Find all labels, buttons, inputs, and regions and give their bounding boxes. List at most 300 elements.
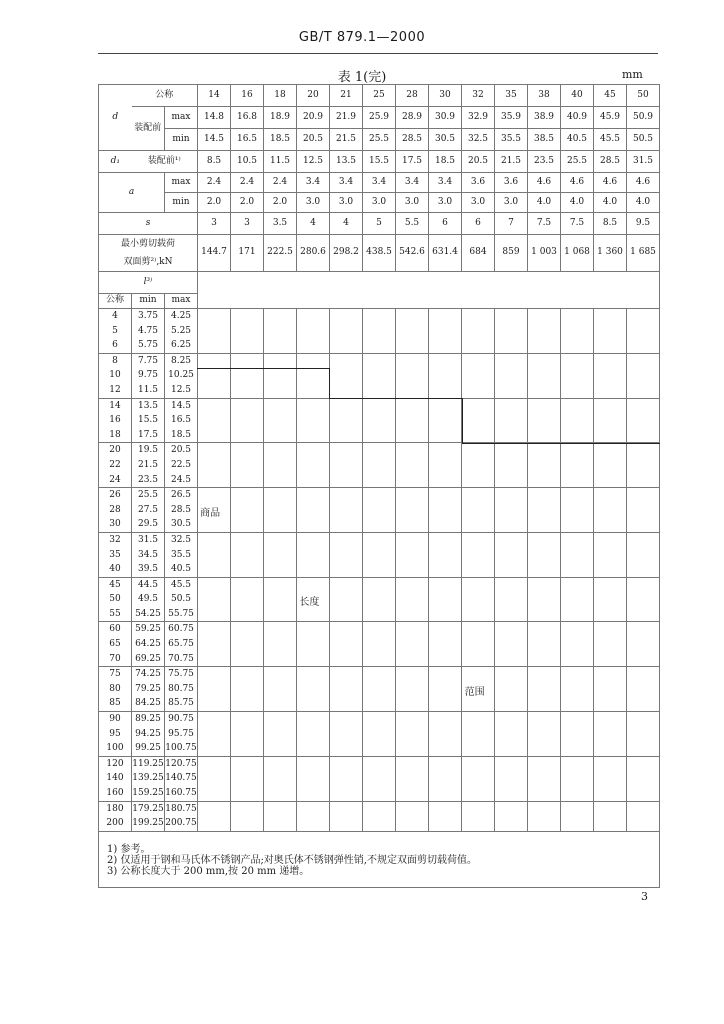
length-max-cell [165,622,198,667]
length-range-cell [264,443,297,488]
d-max-cell: 21.9 [330,107,363,129]
length-range-cell [330,712,363,757]
length-range-cell [264,801,297,831]
d-min-cell: 28.5 [396,129,429,151]
length-range-cell [462,577,495,622]
a-min-cell: 4.0 [528,193,561,213]
a-max-cell: 4.6 [594,173,627,193]
length-range-cell [264,622,297,667]
shear-load-cell: 298.2 [330,235,363,272]
length-range-cell [561,712,594,757]
length-nominal-value: 24 [109,474,121,485]
length-min-value: 21.5 [137,459,159,470]
length-range-cell [198,712,231,757]
header-rule [98,53,658,54]
length-min-cell [132,622,165,667]
range-boundary-line [197,368,329,369]
length-range-cell [396,622,429,667]
length-max-value: 45.5 [170,579,192,590]
length-nominal-cell [99,577,132,622]
length-range-cell [594,622,627,667]
nominal-d-cell: 18 [264,85,297,107]
length-range-cell [231,309,264,354]
length-nominal-cell [99,667,132,712]
l-nominal-header: 公称 [99,294,132,309]
shear-load-label-line1: 最小剪切载荷 [121,239,176,249]
length-max-value: 85.75 [168,698,194,709]
length-nominal-value: 160 [106,788,124,798]
length-nominal-value: 95 [109,728,121,739]
length-range-cell [495,712,528,757]
length-range-cell [462,309,495,354]
d-max-cell: 35.9 [495,107,528,129]
nominal-d-cell: 35 [495,85,528,107]
region-label-range: 范围 [464,686,485,698]
length-max-value: 50.5 [170,594,192,605]
length-range-cell [561,801,594,831]
length-range-cell [297,756,330,801]
d1-cell: 23.5 [528,151,561,173]
length-range-cell [462,398,495,443]
length-range-cell [297,712,330,757]
d-min-cell: 21.5 [330,129,363,151]
length-max-cell [165,667,198,712]
nominal-d-cell: 30 [429,85,462,107]
a-min-cell: 4.0 [627,193,660,213]
length-min-cell [132,667,165,712]
a-min-cell: 3.0 [363,193,396,213]
length-range-cell [561,756,594,801]
length-range-cell [330,353,363,398]
length-range-cell [363,398,396,443]
d1-cell: 15.5 [363,151,396,173]
nominal-d-cell: 16 [231,85,264,107]
length-range-cell [264,756,297,801]
length-range-cell [528,622,561,667]
length-min-value: 59.25 [135,624,161,635]
length-range-cell [495,398,528,443]
length-range-cell [495,532,528,577]
length-group-row [99,309,660,354]
shear-load-cell: 171 [231,235,264,272]
length-range-cell [330,443,363,488]
length-range-cell [396,712,429,757]
nominal-d-cell: 40 [561,85,594,107]
length-range-cell [396,488,429,533]
length-range-cell [627,577,660,622]
length-nominal-value: 8 [112,355,118,366]
length-range-cell [528,398,561,443]
d-max-cell: 14.8 [198,107,231,129]
length-nominal-value: 40 [109,564,121,575]
length-range-cell [462,712,495,757]
length-range-cell [528,577,561,622]
s-cell: 8.5 [594,213,627,235]
length-range-cell [429,353,462,398]
length-max-value: 40.5 [170,564,192,575]
length-range-cell [363,443,396,488]
length-range-cell [594,488,627,533]
a-label: a [99,173,165,213]
length-range-cell [594,801,627,831]
length-range-cell [528,667,561,712]
d-max-cell: 50.9 [627,107,660,129]
length-min-cell [132,712,165,757]
a-min-cell: 2.0 [198,193,231,213]
length-range-cell [264,667,297,712]
length-range-cell [594,577,627,622]
length-range-cell [363,801,396,831]
length-range-cell [528,488,561,533]
a-min-cell: 3.0 [330,193,363,213]
length-range-cell [495,667,528,712]
length-group-row [99,488,660,533]
s-cell: 5.5 [396,213,429,235]
length-min-value: 29.5 [137,519,159,530]
d1-cell: 20.5 [462,151,495,173]
nominal-d-cell: 50 [627,85,660,107]
shear-load-cell: 631.4 [429,235,462,272]
length-range-cell [231,353,264,398]
length-min-value: 11.5 [137,384,159,395]
d-min-row [99,129,660,151]
page-number: 3 [641,890,648,903]
length-max-value: 20.5 [170,445,192,456]
length-range-cell [231,712,264,757]
length-range-cell [330,756,363,801]
length-group-row [99,756,660,801]
length-range-cell [561,353,594,398]
length-range-cell [396,801,429,831]
length-range-cell [198,801,231,831]
length-group-row [99,443,660,488]
d-min-cell: 30.5 [429,129,462,151]
a-max-cell: 3.6 [495,173,528,193]
length-min-value: 5.75 [137,340,159,351]
length-max-value: 120.75 [165,758,197,769]
length-range-cell [462,443,495,488]
length-nominal-value: 200 [106,818,124,829]
length-range-cell [330,398,363,443]
before-assembly-label: 装配前 [132,107,165,151]
d-max-cell: 18.9 [264,107,297,129]
a-max-cell: 3.4 [429,173,462,193]
length-range-cell [198,756,231,801]
length-max-value: 26.5 [170,490,192,501]
length-range-cell [627,353,660,398]
length-group-row [99,398,660,443]
d-min-cell: 35.5 [495,129,528,151]
shear-load-cell: 859 [495,235,528,272]
d1-cell: 28.5 [594,151,627,173]
s-cell: 6 [462,213,495,235]
d-max-cell: 28.9 [396,107,429,129]
a-max-cell: 3.4 [297,173,330,193]
length-range-cell [495,488,528,533]
length-nominal-value: 30 [109,519,121,530]
length-range-cell [396,667,429,712]
length-min-value: 31.5 [137,534,159,545]
length-nominal-cell [99,756,132,801]
length-range-cell [429,712,462,757]
shear-load-cell: 1 360 [594,235,627,272]
length-range-cell [495,443,528,488]
length-range-cell [297,309,330,354]
length-nominal-value: 65 [109,639,121,650]
length-max-cell [165,398,198,443]
range-boundary-line [329,368,330,398]
d-min-cell: 14.5 [198,129,231,151]
length-range-cell [627,756,660,801]
length-min-value: 19.5 [137,445,159,456]
length-range-cell [429,398,462,443]
shear-load-cell: 542.6 [396,235,429,272]
length-min-value: 23.5 [137,474,159,485]
length-min-value: 4.75 [137,325,159,336]
length-nominal-cell [99,801,132,831]
length-nominal-value: 10 [109,370,121,381]
length-min-value: 49.5 [137,594,159,605]
d1-cell: 13.5 [330,151,363,173]
a-min-cell: 4.0 [594,193,627,213]
length-range-cell [627,667,660,712]
a-min-cell: 2.0 [264,193,297,213]
d1-note-label: 装配前¹⁾ [132,151,198,173]
nominal-d-cell: 45 [594,85,627,107]
s-cell: 4 [297,213,330,235]
length-range-cell [429,622,462,667]
length-nominal-value: 100 [106,743,124,754]
length-range-cell [429,532,462,577]
length-range-cell [198,577,231,622]
length-max-value: 90.75 [168,714,194,725]
d-max-cell: 25.9 [363,107,396,129]
length-range-cell [297,667,330,712]
length-range-cell [462,488,495,533]
length-range-cell [231,488,264,533]
length-range-cell [594,353,627,398]
d1-cell: 11.5 [264,151,297,173]
length-range-cell [363,353,396,398]
length-nominal-value: 45 [109,579,121,590]
length-range-cell [363,488,396,533]
length-max-value: 35.5 [170,549,192,560]
shear-load-cell: 1 068 [561,235,594,272]
length-range-cell [429,667,462,712]
length-min-cell [132,756,165,801]
length-min-value: 159.25 [132,788,164,798]
length-max-value: 4.25 [170,311,192,321]
notes-row [99,831,660,887]
length-group-row [99,667,660,712]
d-max-cell: 16.8 [231,107,264,129]
length-range-cell [297,353,330,398]
length-range-cell [594,756,627,801]
length-range-cell [330,622,363,667]
d-min-cell: 38.5 [528,129,561,151]
length-group-row [99,801,660,831]
length-max-value: 6.25 [170,340,192,351]
length-min-value: 179.25 [132,803,164,814]
length-min-value: 13.5 [137,400,159,411]
length-range-cell [297,398,330,443]
length-range-cell [495,622,528,667]
length-range-cell [396,353,429,398]
length-max-value: 70.75 [168,653,194,664]
s-cell: 7.5 [561,213,594,235]
a-max-label: max [165,173,198,193]
a-min-cell: 3.0 [396,193,429,213]
d1-cell: 10.5 [231,151,264,173]
a-max-cell: 3.6 [462,173,495,193]
length-range-cell [495,756,528,801]
length-range-cell [231,443,264,488]
length-group-row [99,353,660,398]
length-min-value: 94.25 [135,728,161,739]
nominal-d-cell: 21 [330,85,363,107]
a-max-cell: 2.4 [198,173,231,193]
length-nominal-value: 16 [109,415,121,426]
length-max-value: 80.75 [168,683,194,694]
length-range-cell [528,443,561,488]
length-max-value: 10.25 [168,370,194,381]
length-range-cell [627,801,660,831]
length-range-cell [231,577,264,622]
footnote: 1) 参考。 [107,843,151,855]
length-group-row [99,532,660,577]
s-cell: 6 [429,213,462,235]
a-min-cell: 4.0 [561,193,594,213]
length-max-cell [165,309,198,354]
length-min-cell [132,488,165,533]
length-range-cell [297,488,330,533]
length-nominal-cell [99,622,132,667]
s-row [99,213,660,235]
length-range-cell [561,622,594,667]
length-min-value: 74.25 [135,669,161,680]
length-min-value: 39.5 [137,564,159,575]
l-blank-cell [198,272,660,309]
length-nominal-cell [99,443,132,488]
length-range-cell [561,398,594,443]
standard-number: GB/T 879.1—2000 [298,30,426,45]
length-range-cell [297,443,330,488]
d-min-cell: 45.5 [594,129,627,151]
length-range-cell [363,622,396,667]
length-nominal-value: 75 [109,669,121,680]
length-range-cell [561,577,594,622]
length-range-cell [429,443,462,488]
length-max-value: 16.5 [170,415,192,426]
d-max-cell: 38.9 [528,107,561,129]
length-nominal-value: 26 [109,490,121,501]
shear-load-label [99,235,198,272]
length-max-value: 14.5 [170,400,192,411]
shear-load-cell: 1 003 [528,235,561,272]
length-nominal-value: 20 [109,445,121,456]
length-range-cell [528,353,561,398]
s-cell: 9.5 [627,213,660,235]
length-nominal-value: 55 [109,608,121,619]
length-max-cell [165,532,198,577]
length-range-cell [561,443,594,488]
length-nominal-value: 70 [109,653,121,664]
length-max-value: 8.25 [170,355,192,366]
length-range-cell [297,622,330,667]
length-min-value: 9.75 [137,370,159,381]
length-range-cell [330,667,363,712]
length-min-value: 99.25 [135,743,161,754]
length-max-value: 32.5 [170,534,192,545]
length-range-cell [627,622,660,667]
length-range-cell [462,622,495,667]
l-max-header: max [165,294,198,309]
length-max-cell [165,801,198,831]
nominal-d-cell: 25 [363,85,396,107]
d-label: d [99,85,132,151]
length-min-cell [132,398,165,443]
length-range-cell [198,353,231,398]
a-max-cell: 3.4 [396,173,429,193]
shear-load-label-line2: 双面剪²⁾,kN [123,257,173,267]
length-range-cell [594,398,627,443]
length-range-cell [594,667,627,712]
d1-cell: 21.5 [495,151,528,173]
length-range-cell [330,532,363,577]
length-range-cell [396,309,429,354]
length-min-value: 69.25 [135,653,161,664]
nominal-label: 公称 [132,85,198,107]
length-range-cell [231,398,264,443]
length-nominal-value: 60 [109,624,121,635]
length-nominal-value: 180 [106,803,124,814]
length-range-cell [627,532,660,577]
length-min-cell [132,353,165,398]
length-max-value: 28.5 [170,504,192,515]
d-max-cell: 45.9 [594,107,627,129]
length-range-cell [396,532,429,577]
length-range-cell [363,577,396,622]
a-min-label: min [165,193,198,213]
length-range-cell [363,756,396,801]
length-range-cell [627,398,660,443]
a-min-cell: 3.0 [495,193,528,213]
length-nominal-value: 28 [109,504,121,515]
length-range-cell [264,353,297,398]
a-max-cell: 2.4 [264,173,297,193]
shear-load-cell: 144.7 [198,235,231,272]
length-max-value: 140.75 [165,773,197,784]
length-max-cell [165,756,198,801]
length-nominal-value: 14 [109,400,121,411]
length-range-cell [330,801,363,831]
length-max-value: 24.5 [170,474,192,485]
a-min-cell: 3.0 [297,193,330,213]
length-min-value: 54.25 [135,608,161,619]
length-max-cell [165,712,198,757]
table-caption: 表 1(完) [337,70,387,85]
length-min-value: 79.25 [135,683,161,694]
d1-cell: 17.5 [396,151,429,173]
length-range-cell [264,577,297,622]
length-max-value: 95.75 [168,728,194,739]
length-nominal-value: 12 [109,384,121,395]
l-label: l³⁾ [99,272,198,294]
a-min-cell: 3.0 [462,193,495,213]
s-cell: 3.5 [264,213,297,235]
d-min-cell: 25.5 [363,129,396,151]
d1-cell: 8.5 [198,151,231,173]
